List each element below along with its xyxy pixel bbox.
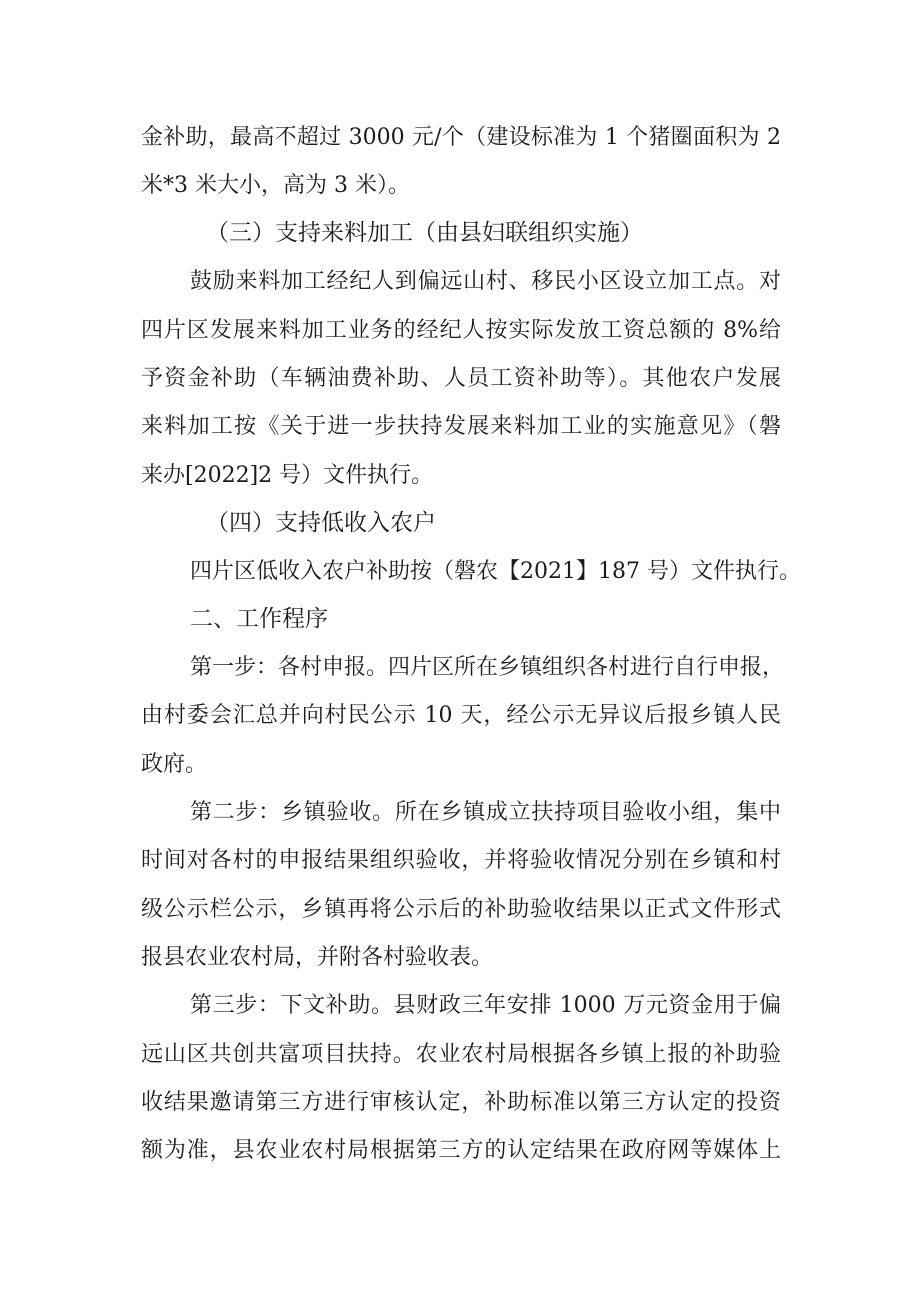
text-line: 额为准，县农业农村局根据第三方的认定结果在政府网等媒体上 <box>141 1138 781 1163</box>
text-line: 金补助，最高不超过 3000 元/个（建设标准为 1 个猪圈面积为 2 <box>141 125 781 150</box>
text-line: 第三步：下文补助。县财政三年安排 1000 万元资金用于偏 <box>190 993 781 1018</box>
section-heading: （三）支持来料加工（由县妇联组织实施） <box>206 220 643 246</box>
section-heading: （四）支持低收入农户 <box>206 510 436 536</box>
text-line: 米*3 米大小，高为 3 米）。 <box>141 173 410 198</box>
text-line: 时间对各村的申报结果组织验收，并将验收情况分别在乡镇和村 <box>141 848 781 873</box>
text-line: 由村委会汇总并向村民公示 10 天，经公示无异议后报乡镇人民 <box>141 703 781 728</box>
text-line: 鼓励来料加工经纪人到偏远山村、移民小区设立加工点。对 <box>190 269 781 294</box>
text-line: 予资金补助（车辆油费补助、人员工资补助等）。其他农户发展 <box>141 366 781 391</box>
text-line: 第一步：各村申报。四片区所在乡镇组织各村进行自行申报， <box>190 655 785 680</box>
text-line: 报县农业农村局，并附各村验收表。 <box>141 945 494 970</box>
text-line: 来料加工按《关于进一步扶持发展来料加工业的实施意见》（磐 <box>141 414 781 439</box>
text-line: 远山区共创共富项目扶持。农业农村局根据各乡镇上报的补助验 <box>141 1042 781 1067</box>
text-line: 四片区低收入农户补助按（磐农【2021】187 号）文件执行。 <box>190 559 801 584</box>
text-line: 收结果邀请第三方进行审核认定，补助标准以第三方认定的投资 <box>141 1090 781 1115</box>
section-heading: 二、工作程序 <box>190 606 328 632</box>
text-line: 政府。 <box>141 752 208 777</box>
text-line: 来办[2022]2 号）文件执行。 <box>141 463 434 488</box>
text-line: 四片区发展来料加工业务的经纪人按实际发放工资总额的 8%给 <box>141 318 781 343</box>
text-line: 级公示栏公示，乡镇再将公示后的补助验收结果以正式文件形式 <box>141 897 781 922</box>
text-line: 第二步：乡镇验收。所在乡镇成立扶持项目验收小组，集中 <box>190 800 781 825</box>
